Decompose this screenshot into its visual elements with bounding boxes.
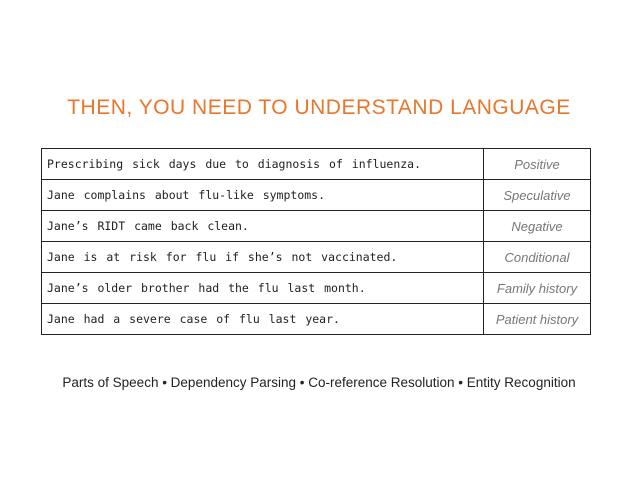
example-sentence: Jane complains about flu-like symptoms.: [42, 180, 484, 211]
example-sentence: Prescribing sick days due to diagnosis of influenza.: [42, 149, 484, 180]
table-row: [42, 211, 591, 242]
examples-table: [41, 148, 591, 335]
assertion-label: Positive: [484, 149, 591, 180]
assertion-label: Patient history: [484, 304, 591, 335]
assertion-label: Speculative: [484, 180, 591, 211]
assertion-label: Negative: [484, 211, 591, 242]
assertion-label: Conditional: [484, 242, 591, 273]
example-sentence: Jane had a severe case of flu last year.: [42, 304, 484, 335]
table-row: [42, 304, 591, 335]
nlp-tasks-footer: Parts of Speech • Dependency Parsing • Co-reference Resolution • Entity Recognition: [62, 375, 576, 390]
assertion-label: Family history: [484, 273, 591, 304]
table-row: [42, 273, 591, 304]
example-sentence: Jane’s older brother had the flu last month.: [42, 273, 484, 304]
slide-title: THEN, YOU NEED TO UNDERSTAND LANGUAGE: [67, 96, 571, 119]
table-row: [42, 149, 591, 180]
example-sentence: Jane’s RIDT came back clean.: [42, 211, 484, 242]
table-row: [42, 242, 591, 273]
table-row: [42, 180, 591, 211]
example-sentence: Jane is at risk for flu if she’s not vaccinated.: [42, 242, 484, 273]
